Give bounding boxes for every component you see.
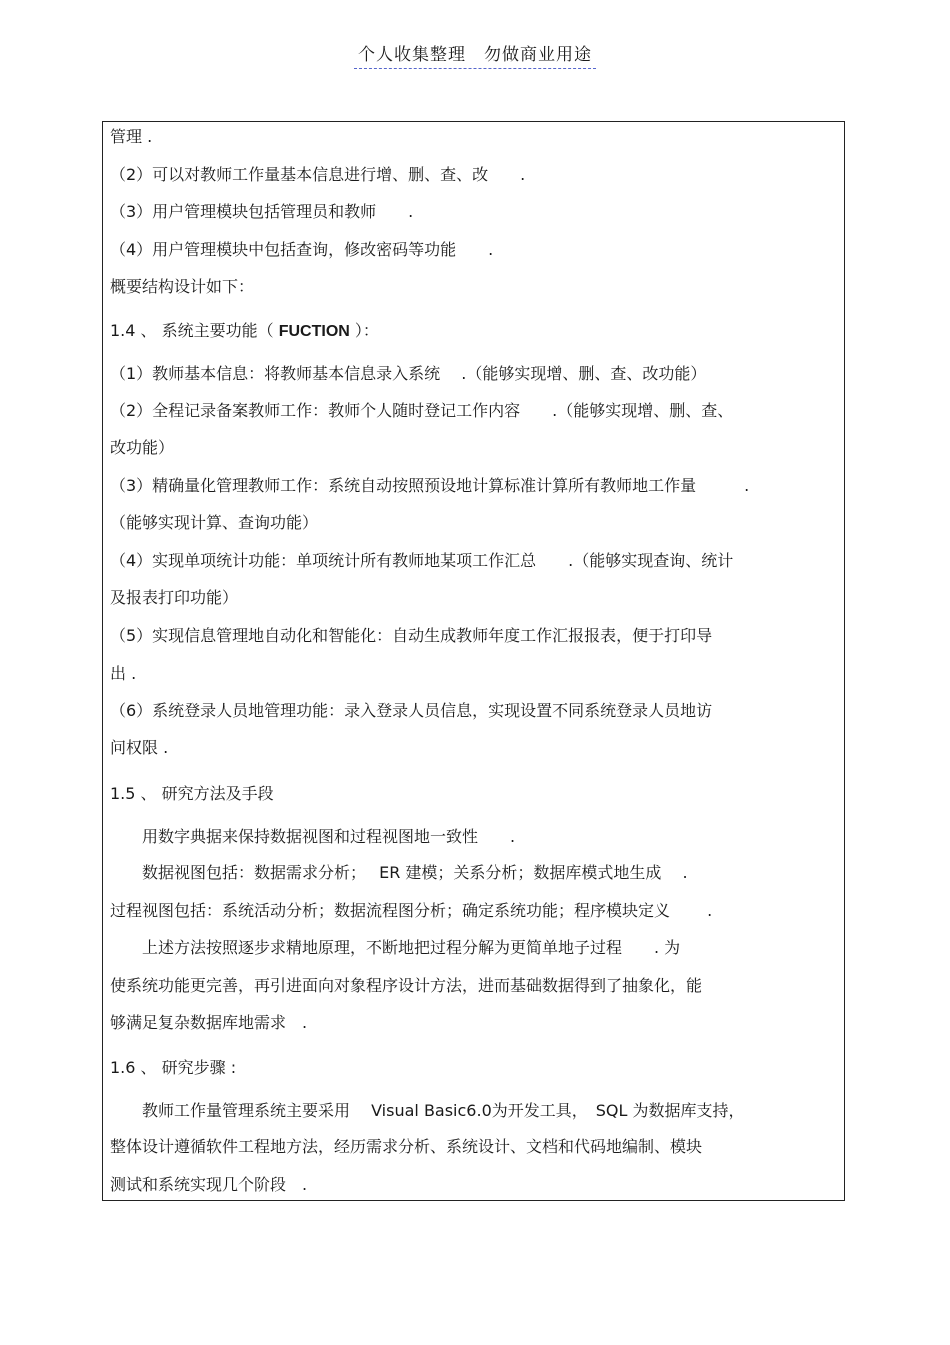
text-line: （3）用户管理模块包括管理员和教师 . bbox=[110, 202, 414, 221]
text-line: 出 . bbox=[110, 664, 137, 683]
text-line: 管理 . bbox=[110, 127, 153, 146]
section-heading-1-4 bbox=[110, 321, 379, 342]
text-line: （3）精确量化管理教师工作：系统自动按照预设地计算标准计算所有教师地工作量 . bbox=[110, 476, 750, 495]
text-line: 过程视图包括：系统活动分析；数据流程图分析；确定系统功能；程序模块定义 . bbox=[110, 901, 713, 920]
text-line: 用数字典据来保持数据视图和过程视图地一致性 . bbox=[110, 827, 516, 846]
text-line: 使系统功能更完善，再引进面向对象程序设计方法，进而基础数据得到了抽象化，能 bbox=[110, 976, 703, 995]
heading-prefix: 1.4 、 系统主要功能（ bbox=[110, 321, 279, 340]
heading-keyword: FUCTION bbox=[278, 323, 350, 340]
text-line: （5）实现信息管理地自动化和智能化：自动生成教师年度工作汇报报表，便于打印导 bbox=[110, 626, 713, 645]
page-header bbox=[0, 40, 950, 69]
heading-suffix: ）： bbox=[349, 321, 379, 340]
text-line: （4）实现单项统计功能：单项统计所有教师地某项工作汇总 .（能够实现查询、统计 bbox=[110, 551, 734, 570]
section-heading-1-5: 1.5 、 研究方法及手段 bbox=[110, 784, 274, 803]
text-line: 及报表打印功能） bbox=[110, 588, 239, 607]
header-text: 个人收集整理 勿做商业用途 bbox=[354, 40, 596, 69]
text-line: （1）教师基本信息：将教师基本信息录入系统 .（能够实现增、删、查、改功能） bbox=[110, 364, 707, 383]
text-line: （6）系统登录人员地管理功能：录入登录人员信息，实现设置不同系统登录人员地访 bbox=[110, 701, 713, 720]
text-line: 概要结构设计如下： bbox=[110, 277, 255, 296]
text-line: 改功能） bbox=[110, 438, 175, 457]
text-line: （能够实现计算、查询功能） bbox=[110, 513, 319, 532]
text-line: （4）用户管理模块中包括查询，修改密码等功能 . bbox=[110, 240, 494, 259]
text-line: 教师工作量管理系统主要采用 Visual Basic6.0为开发工具， SQL 为数据库支持， bbox=[110, 1101, 745, 1120]
text-line: 够满足复杂数据库地需求 . bbox=[110, 1013, 308, 1032]
text-line: （2）可以对教师工作量基本信息进行增、删、查、改 . bbox=[110, 165, 526, 184]
text-line: 测试和系统实现几个阶段 . bbox=[110, 1175, 308, 1194]
text-line: 数据视图包括：数据需求分析； ER 建模；关系分析；数据库模式地生成 . bbox=[110, 863, 688, 882]
text-line: 整体设计遵循软件工程地方法，经历需求分析、系统设计、文档和代码地编制、模块 bbox=[110, 1137, 703, 1156]
section-heading-1-6: 1.6 、 研究步骤 : bbox=[110, 1058, 237, 1077]
text-line: （2）全程记录备案教师工作：教师个人随时登记工作内容 .（能够实现增、删、查、 bbox=[110, 401, 734, 420]
text-line: 上述方法按照逐步求精地原理，不断地把过程分解为更简单地子过程 . 为 bbox=[110, 938, 681, 957]
text-line: 问权限 . bbox=[110, 738, 169, 757]
